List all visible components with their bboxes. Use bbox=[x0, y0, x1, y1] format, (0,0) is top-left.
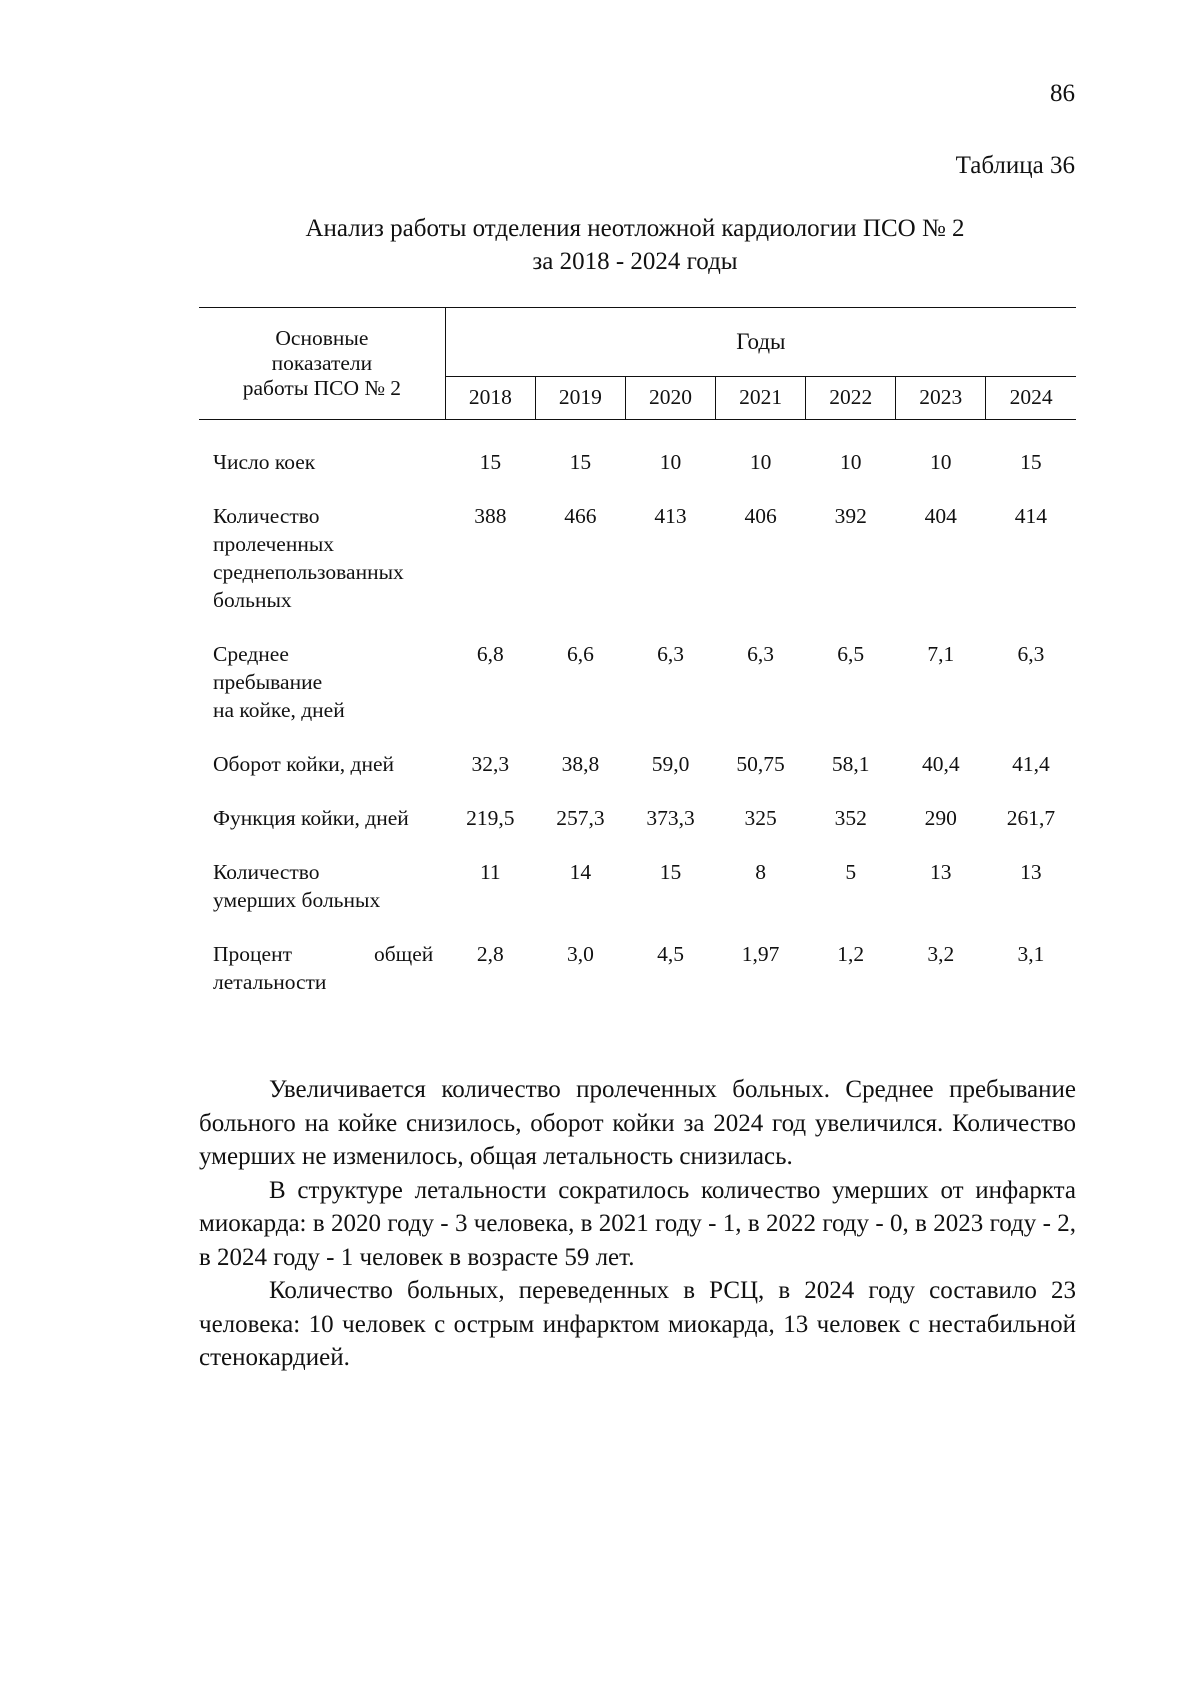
table-cell: 1,97 bbox=[741, 942, 780, 966]
table-title-line: за 2018 - 2024 годы bbox=[532, 248, 738, 275]
table-cell: 50,75 bbox=[736, 752, 785, 776]
table-cell: 325 bbox=[744, 806, 777, 830]
year-header: 2018 bbox=[445, 376, 535, 419]
table-cell: 257,3 bbox=[556, 806, 605, 830]
table-cell: 290 bbox=[924, 806, 957, 830]
table-cell: 14 bbox=[569, 860, 592, 884]
table-cell: 15 bbox=[479, 450, 502, 474]
table-cell: 38,8 bbox=[561, 752, 600, 776]
table-cell: 6,8 bbox=[476, 642, 504, 666]
table-cell: 6,3 bbox=[1017, 642, 1045, 666]
row-label: Число коек bbox=[213, 450, 316, 474]
table-cell: 41,4 bbox=[1012, 752, 1050, 776]
page-number: 86 bbox=[1050, 80, 1075, 107]
paragraph: Количество больных, переведенных в РСЦ, в 2024 году составило 23 человека: 10 человек с острым инфарктом миокарда, 13 человек с нестабильной стенокардией. bbox=[199, 1277, 1076, 1371]
indicators-column-header bbox=[199, 308, 445, 420]
table-cell: 404 bbox=[924, 504, 957, 528]
year-header: 2021 bbox=[716, 376, 806, 419]
table-cell: 3,1 bbox=[1017, 942, 1045, 966]
table-number: Таблица 36 bbox=[955, 152, 1075, 179]
header-line: работы ПСО № 2 bbox=[242, 376, 402, 400]
row-label: Количество умерших больных bbox=[213, 860, 381, 912]
table-cell: 10 bbox=[930, 450, 952, 474]
table-cell: 6,5 bbox=[837, 642, 865, 666]
table-cell: 6,3 bbox=[657, 642, 684, 666]
table-cell: 3,0 bbox=[566, 942, 594, 966]
table-cell: 4,5 bbox=[657, 942, 684, 966]
row-label: Оборот койки, дней bbox=[213, 752, 395, 776]
row-label: Функция койки, дней bbox=[213, 806, 409, 830]
year-header: 2024 bbox=[986, 376, 1076, 419]
table-cell: 58,1 bbox=[831, 752, 870, 776]
table-title bbox=[195, 212, 1075, 278]
table-cell: 392 bbox=[834, 504, 867, 528]
paragraph: В структуре летальности сократилось количество умерших от инфаркта миокарда: в 2020 году - 3 человека, в 2021 году - 1, в 2022 году - 0, в 2023 году - 2, в 2024 году - 1 человек в возрасте 59 лет. bbox=[199, 1176, 1076, 1271]
header-line: Основные bbox=[275, 326, 369, 350]
table-cell: 261,7 bbox=[1006, 806, 1056, 830]
row-label: Среднее пребывание на койке, дней bbox=[213, 642, 345, 722]
year-header: 2019 bbox=[535, 376, 625, 419]
table-row bbox=[199, 750, 1076, 778]
table-row bbox=[199, 448, 1076, 476]
table-cell: 466 bbox=[564, 504, 597, 528]
table-cell: 40,4 bbox=[921, 752, 960, 776]
table-row bbox=[199, 502, 1076, 614]
year-header: 2020 bbox=[625, 376, 715, 419]
table-row bbox=[199, 858, 1076, 914]
table-cell: 10 bbox=[659, 450, 682, 474]
year-header: 2023 bbox=[896, 376, 986, 419]
years-group-header: Годы bbox=[445, 308, 1076, 377]
table-cell: 15 bbox=[569, 450, 592, 474]
row-label: Количество пролеченных среднепользованных больных bbox=[213, 504, 404, 612]
table-cell: 219,5 bbox=[466, 806, 515, 830]
table-cell: 406 bbox=[744, 504, 777, 528]
year-header: 2022 bbox=[806, 376, 896, 419]
header-line: показатели bbox=[271, 351, 373, 375]
table-cell: 32,3 bbox=[471, 752, 510, 776]
table-cell: 59,0 bbox=[651, 752, 690, 776]
paragraph: Увеличивается количество пролеченных больных. Среднее пребывание больного на койке снизилось, оборот койки за 2024 год увеличился. Количество умерших не изменилось, общая летальность снизилась. bbox=[199, 1076, 1076, 1170]
row-label: Процент общей летальности bbox=[213, 942, 434, 994]
indicators-table bbox=[199, 307, 1076, 996]
table-cell: 388 bbox=[474, 504, 507, 528]
table-cell: 13 bbox=[1020, 860, 1042, 884]
table-cell: 13 bbox=[930, 860, 952, 884]
table-cell: 414 bbox=[1014, 504, 1048, 528]
table-cell: 352 bbox=[834, 806, 867, 830]
table-cell: 3,2 bbox=[927, 942, 955, 966]
table-cell: 11 bbox=[479, 860, 501, 884]
table-cell: 2,8 bbox=[476, 942, 504, 966]
table-cell: 15 bbox=[1020, 450, 1042, 474]
table-cell: 5 bbox=[845, 860, 857, 884]
table-cell: 6,6 bbox=[566, 642, 594, 666]
table-row bbox=[199, 804, 1076, 832]
table-cell: 10 bbox=[839, 450, 862, 474]
table-cell: 15 bbox=[659, 860, 682, 884]
table-cell: 6,3 bbox=[747, 642, 775, 666]
table-cell: 8 bbox=[755, 860, 766, 884]
table-cell: 373,3 bbox=[646, 806, 695, 830]
table-row bbox=[199, 940, 1076, 996]
table-cell: 413 bbox=[654, 504, 687, 528]
table-cell: 10 bbox=[749, 450, 772, 474]
table-cell: 7,1 bbox=[927, 642, 955, 666]
table-cell: 1,2 bbox=[837, 942, 865, 966]
body-text bbox=[199, 1073, 1076, 1375]
table-row bbox=[199, 640, 1076, 724]
table-title-line: Анализ работы отделения неотложной кардиологии ПСО № 2 bbox=[305, 215, 965, 242]
